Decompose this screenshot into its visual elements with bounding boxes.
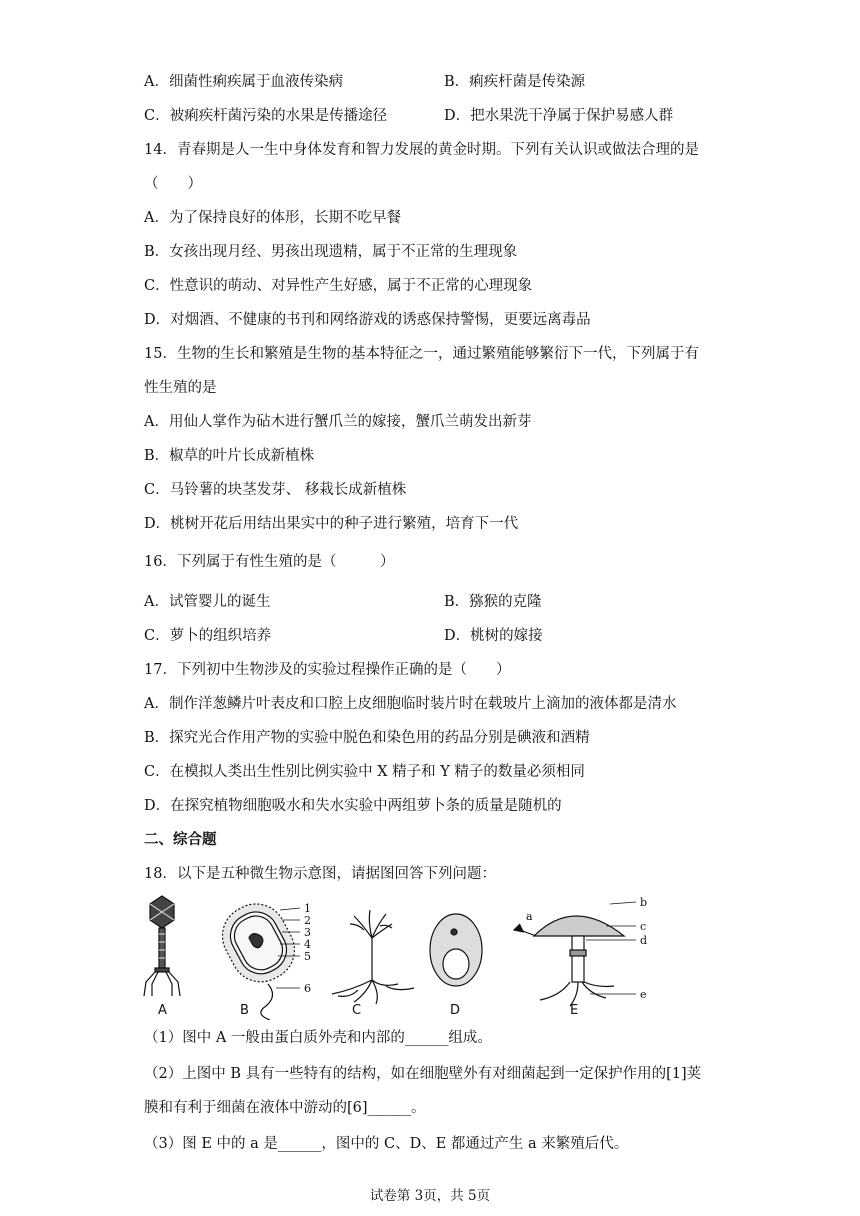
e-part-label: e bbox=[640, 988, 647, 1001]
b-part-label: 4 bbox=[304, 938, 311, 951]
section-heading: 二、综合题 bbox=[144, 831, 217, 848]
q14-stem-line2: （ ） bbox=[144, 176, 202, 192]
figure-label-e: E bbox=[570, 1003, 579, 1018]
e-part-label: b bbox=[640, 896, 648, 909]
e-part-label: c bbox=[640, 920, 647, 933]
q15-option-c: C．马铃薯的块茎发芽、 移栽长成新植株 bbox=[144, 482, 407, 498]
q14-stem-line1: 14．青春期是人一生中身体发育和智力发展的黄金时期。下列有关认识或做法合理的是 bbox=[144, 142, 699, 158]
figure-label-b: B bbox=[240, 1003, 249, 1018]
q18-sub2-line1: （2）上图中 B 具有一些特有的结构，如在细胞壁外有对细菌起到一定保护作用的[1]荚 bbox=[144, 1066, 702, 1082]
q13-option-c: C．被痢疾杆菌污染的水果是传播途径 bbox=[144, 108, 388, 124]
b-part-label: 6 bbox=[304, 982, 311, 995]
q15-option-d: D．桃树开花后用结出果实中的种子进行繁殖，培育下一代 bbox=[144, 516, 519, 532]
q17-option-c: C．在模拟人类出生性别比例实验中 X 精子和 Y 精子的数量必须相同 bbox=[144, 764, 585, 780]
q14-option-c: C．性意识的萌动、对异性产生好感，属于不正常的心理现象 bbox=[144, 278, 533, 294]
figure-a-bacteriophage bbox=[144, 896, 180, 996]
b-part-label: 2 bbox=[304, 914, 311, 927]
q17-option-a: A．制作洋葱鳞片叶表皮和口腔上皮细胞临时装片时在载玻片上滴加的液体都是清水 bbox=[144, 696, 677, 712]
q18-sub2-line2: 膜和有利于细菌在液体中游动的[6]______。 bbox=[144, 1100, 426, 1116]
q15-option-a: A．用仙人掌作为砧木进行蟹爪兰的嫁接，蟹爪兰萌发出新芽 bbox=[144, 414, 532, 430]
figure-label-c: C bbox=[352, 1003, 362, 1018]
q16-stem: 16．下列属于有性生殖的是（ ） bbox=[144, 554, 395, 570]
q16-option-a: A．试管婴儿的诞生 bbox=[144, 594, 271, 610]
q15-option-b: B．椒草的叶片长成新植株 bbox=[144, 448, 315, 464]
q14-option-b: B．女孩出现月经、男孩出现遗精，属于不正常的生理现象 bbox=[144, 244, 518, 260]
q15-stem-line2: 性生殖的是 bbox=[144, 380, 217, 396]
b-part-label: 1 bbox=[304, 902, 311, 915]
q16-option-b: B．猕猴的克隆 bbox=[444, 594, 542, 610]
q16-option-c: C．萝卜的组织培养 bbox=[144, 628, 272, 644]
q17-stem: 17．下列初中生物涉及的实验过程操作正确的是（ ） bbox=[144, 662, 511, 678]
q17-option-d: D．在探究植物细胞吸水和失水实验中两组萝卜条的质量是随机的 bbox=[144, 798, 562, 814]
figure-c-mold bbox=[332, 910, 414, 1004]
q13-option-b: B．痢疾杆菌是传染源 bbox=[444, 74, 586, 90]
page-footer: 试卷第 3页，共 5页 bbox=[369, 1188, 491, 1204]
q14-option-d: D．对烟酒、不健康的书刊和网络游戏的诱惑保持警惕，更要远离毒品 bbox=[144, 312, 591, 328]
b-part-label: 5 bbox=[304, 950, 311, 963]
q13-option-a: A．细菌性痢疾属于血液传染病 bbox=[144, 74, 343, 90]
microorganism-figure bbox=[140, 890, 650, 1020]
figure-label-a: A bbox=[158, 1003, 167, 1018]
q15-stem-line1: 15．生物的生长和繁殖是生物的基本特征之一，通过繁殖能够繁衍下一代，下列属于有 bbox=[144, 346, 699, 362]
figure-label-d: D bbox=[450, 1003, 461, 1018]
q14-option-a: A．为了保持良好的体形，长期不吃早餐 bbox=[144, 210, 401, 226]
q17-option-b: B．探究光合作用产物的实验中脱色和染色用的药品分别是碘液和酒精 bbox=[144, 730, 590, 746]
figure-b-bacterium bbox=[212, 893, 305, 1020]
b-part-label: 3 bbox=[304, 926, 311, 939]
q18-stem: 18．以下是五种微生物示意图，请据图回答下列问题： bbox=[144, 866, 496, 882]
q16-option-d: D．桃树的嫁接 bbox=[444, 628, 543, 644]
q13-option-d: D．把水果洗干净属于保护易感人群 bbox=[444, 108, 674, 124]
q18-sub3: （3）图 E 中的 a 是______，图中的 C、D、E 都通过产生 a 来繁殖后代。 bbox=[144, 1136, 629, 1152]
e-part-label: a bbox=[526, 910, 533, 923]
figure-d-yeast bbox=[430, 914, 482, 986]
q18-sub1: （1）图中 A 一般由蛋白质外壳和内部的______组成。 bbox=[144, 1030, 492, 1046]
e-part-label: d bbox=[640, 934, 648, 947]
